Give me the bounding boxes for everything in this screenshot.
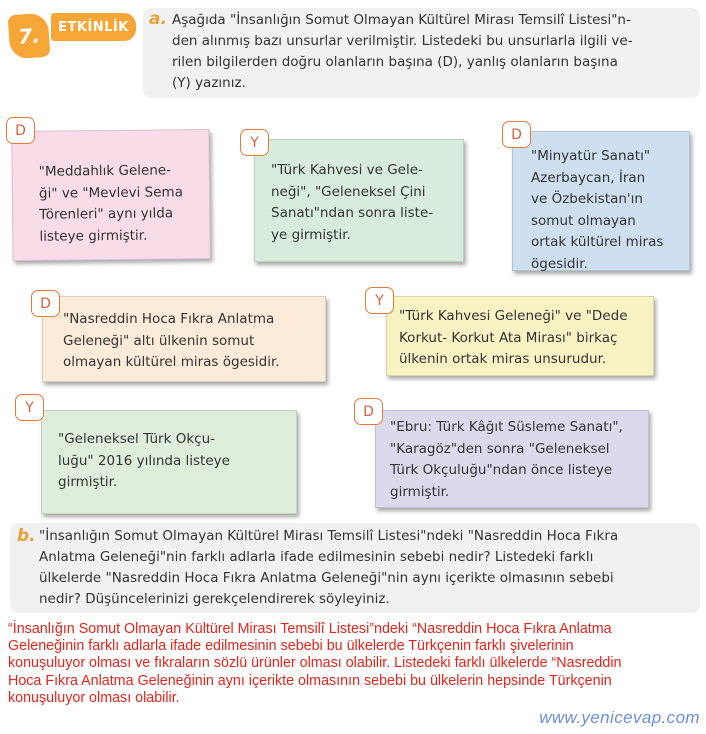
card-line: girmiştir. [390,483,450,500]
card-line: "Türk Kahvesi ve Gele- [271,162,423,178]
answer-text [8,621,700,707]
activity-number-badge: 7. [8,13,51,60]
card-line: "Meddahlık Gelene- [38,162,172,180]
card-text [271,160,433,246]
card-line: Geleneği" altı ülkenin somut [63,332,255,349]
statement-card-okculuk [41,410,297,514]
answer-box-1[interactable]: D [6,117,35,144]
watermark: www.yenicevap.com [539,708,700,727]
answer-line: Geleneğinin farklı adlarla ifade edilmesinin sebebi bu ülkelerde Türkçenin farklı şivelerinin [8,638,574,655]
part-b-line: nedir? Düşüncelerinizi gerekçelendirerek söyleyiniz. [39,591,390,607]
answer-box-6[interactable]: Y [15,394,44,421]
statement-card-turk-kahvesi [254,139,464,262]
answer-box-5[interactable]: Y [365,287,394,314]
card-line: Törenleri" aynı yılda [39,205,174,223]
card-line: ülkenin ortak miras unsurudur. [399,351,607,367]
answer-line: “İnsanlığın Somut Olmayan Kültürel Mirası Temsilî Listesi”ndeki “Nasreddin Hoca Fıkra Anlatma [8,621,612,637]
part-a-question-box [143,8,700,98]
card-line: neği", "Geleneksel Çini [271,183,426,200]
part-b-line: Anlatma Geleneği"nin farklı adlarla ifade edilmesinin sebebi nedir? Listedeki farklı [39,549,594,565]
activity-label: ETKİNLİK [51,13,136,41]
card-line: somut olmayan [531,212,636,229]
answer-box-4[interactable]: D [31,290,60,317]
card-text [390,417,623,503]
card-line: ve Özbekistan'ın [531,191,643,207]
card-line: ortak kültürel miras [531,234,664,250]
card-line: ye girmiştir. [271,226,351,243]
part-b-text [39,526,697,610]
card-line: olmayan kültürel miras ögesidir. [63,354,280,370]
answer-line: konuşuluyor olması ve fıkraların sözlü ürünler olması olabilir. Listedeki farklı ülkelerde “Nasreddin [8,655,622,672]
card-line: "Ebru: Türk Kâğıt Süsleme Sanatı", [390,419,623,435]
part-b-letter: b. [17,526,36,546]
part-a-text [172,10,697,94]
card-text [58,429,230,494]
card-line: Azerbaycan, İran [531,169,646,186]
answer-box-3[interactable]: D [502,121,531,148]
card-line: Korkut- Korkut Ata Mirası" birkaç [399,329,618,346]
answer-box-7[interactable]: D [354,398,383,425]
part-b-line: ülkelerde "Nasreddin Hoca Fıkra Anlatma Geleneği"nin aynı içerikte olmasının sebebi [39,570,614,586]
card-line: "Karagöz"den sonra "Geleneksel [390,440,610,457]
card-line: "Geleneksel Türk Okçu- [58,431,215,447]
card-text [531,146,663,275]
statement-card-kahve-dede-korkut [386,296,654,376]
card-line: "Türk Kahvesi Geleneği" ve "Dede [399,308,628,324]
statement-card-meddahlik [11,129,210,261]
part-b-question-box [10,523,700,613]
part-a-line: Aşağıda "İnsanlığın Somut Olmayan Kültürel Mirası Temsilî Listesi"n- [172,12,631,28]
card-line: "Minyatür Sanatı" [531,148,651,164]
answer-line: Hoca Fıkra Anlatma Geleneğinin aynı içerikte olmasının sebebi bu ülkelerin hepsinde Türkçenin [8,672,612,689]
card-text [399,306,628,371]
card-text [63,309,280,374]
part-a-line: den alınmış bazı unsurlar verilmiştir. Listedeki bu unsurlarla ilgili ve- [172,33,633,49]
statement-card-nasreddin-hoca [42,296,326,382]
answer-line: konuşuluyor olması olabilir. [8,689,180,706]
card-line: girmiştir. [58,474,118,490]
answer-box-2[interactable]: Y [240,129,269,156]
part-a-line: (Y) yazınız. [172,75,246,91]
part-b-line: "İnsanlığın Somut Olmayan Kültürel Mirası Temsilî Listesi"ndeki "Nasreddin Hoca Fıkra [39,528,619,544]
card-line: Sanatı"ndan sonra liste- [271,205,434,221]
card-line: luğu" 2016 yılında listeye [58,452,230,469]
card-line: Türk Okçuluğu"ndan önce listeye [390,462,613,478]
card-line: ği" ve "Mevlevi Sema [38,183,184,202]
card-line: listeye girmiştir. [39,227,148,245]
card-line: "Nasreddin Hoca Fıkra Anlatma [63,311,275,327]
part-a-line: rilen bilgilerden doğru olanların başına (D), yanlış olanların başına [172,54,618,70]
statement-card-ebru [375,410,649,508]
card-line: ögesidir. [531,255,588,272]
part-a-letter: a. [149,9,167,29]
statement-card-minyatur [512,131,690,271]
card-text [39,160,184,248]
